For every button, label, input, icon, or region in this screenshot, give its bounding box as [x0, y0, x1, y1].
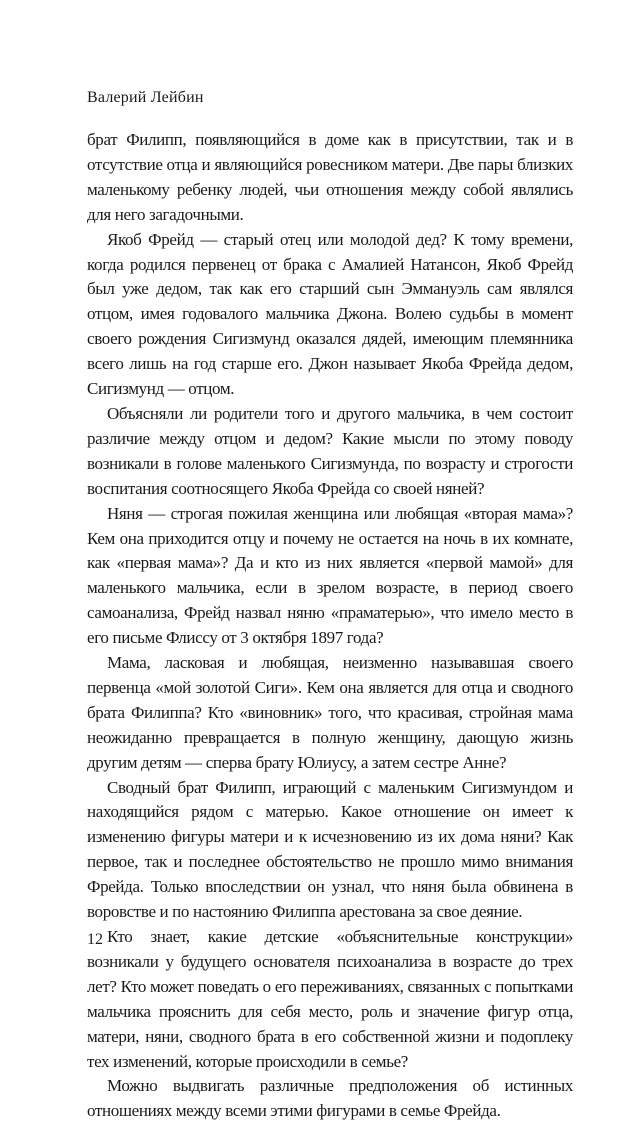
- body-text: [87, 128, 573, 1124]
- paragraph-2: Якоб Фрейд — старый отец или молодой дед? К тому времени, когда родился первенец от брака с Амалией Натансон, Якоб Фрейд был уже дедом, так как его старший сын Эммануэль сам являлся отцом, имея годовалого мальчика Джона. Волею судьбы в момент своего рождения Сигизмунд оказался дядей, имеющим племянника всего лишь на год старше его. Джон называет Якоба Фрейда дедом, Сигизмунд — отцом.: [87, 229, 573, 399]
- page-number: 12: [87, 931, 103, 948]
- running-head: Валерий Лейбин: [87, 89, 204, 106]
- paragraph-4: Няня — строгая пожилая женщина или любящая «вторая мама»? Кем она приходится отцу и почему не остается на ночь в их комнате, как «первая мама»? Да и кто из них является «первой мамой» для маленького мальчика, если в зрелом возрасте, в период своего самоанализа, Фрейд назвал няню «праматерью», что имело место в его письме Флиссу от 3 октября 1897 года?: [87, 503, 573, 648]
- paragraph-6: Сводный брат Филипп, играющий с маленьким Сигизмундом и находящийся рядом с матерью. Какое отношение он имеет к изменению фигуры матери и к исчезновению из их дома няни? Как первое, так и последнее обстоятельство не прошло мимо внимания Фрейда. Только впоследствии он узнал, что няня была обвинена в воровстве и по настоянию Филиппа арестована за свое деяние.: [87, 777, 573, 922]
- paragraph-5: Мама, ласковая и любящая, неизменно называвшая своего первенца «мой золотой Сиги». Кем она является для отца и сводного брата Филиппа? Кто «виновник» того, что красивая, стройная мама неожиданно превращается в полную женщину, дающую жизнь другим детям — сперва брату Юлиусу, а затем сестре Анне?: [87, 653, 573, 772]
- paragraph-7: Кто знает, какие детские «объяснительные конструкции» возникали у будущего основателя психоанализа в возрасте до трех лет? Кто может поведать о его переживаниях, связанных с попытками мальчика прояснить для себя место, роль и значение фигур отца, матери, няни, сводного брата в его собственной жизни и подоплеку тех изменений, которые происходили в семье?: [87, 927, 573, 1071]
- paragraph-8: Можно выдвигать различные предположения об истинных отношениях между всеми этими фигурами в семье Фрейда.: [87, 1076, 573, 1121]
- paragraph-3: Объясняли ли родители того и другого мальчика, в чем состоит различие между отцом и дедом? Какие мысли по этому поводу возникали в голове маленького Сигизмунда, по возрасту и строгости воспитания соотносящего Якоба Фрейда со своей няней?: [87, 403, 573, 498]
- paragraph-1: брат Филипп, появляющийся в доме как в присутствии, так и в отсутствие отца и являющийся ровесником матери. Две пары близких маленькому ребенку людей, чьи отношения между собой являлись для него загадочными.: [87, 130, 573, 224]
